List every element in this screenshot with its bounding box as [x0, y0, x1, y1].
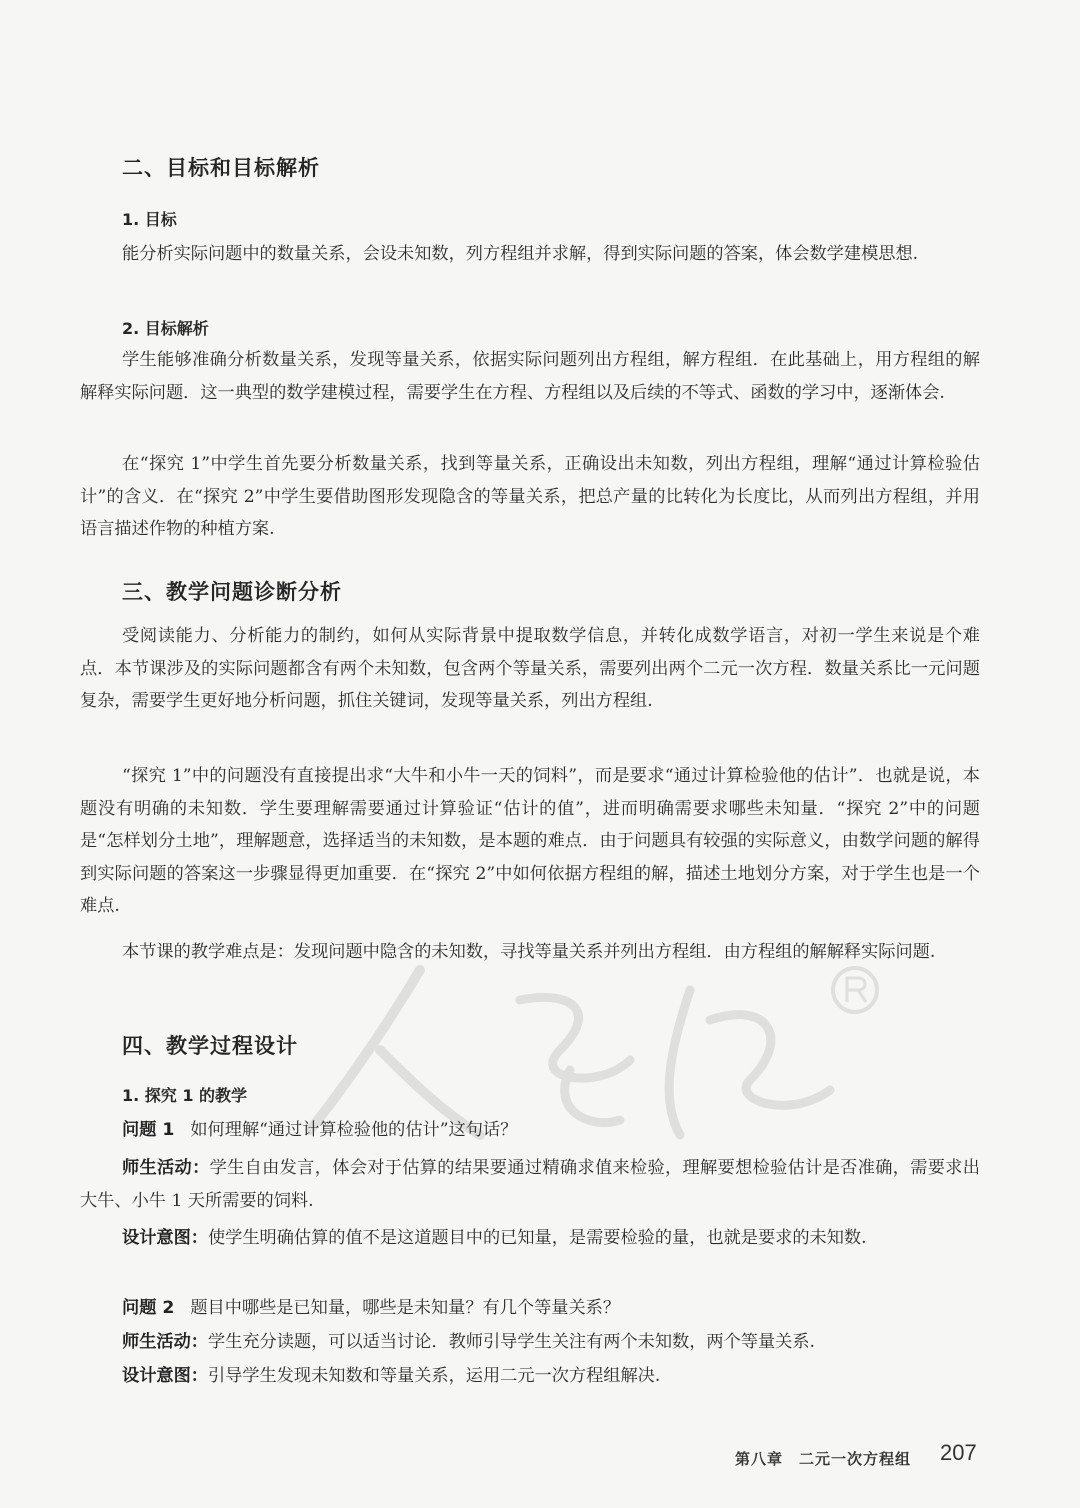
- intent-1: [80, 1222, 980, 1255]
- section-heading-goals: 二、目标和目标解析: [122, 156, 320, 180]
- activity-1: [80, 1152, 980, 1217]
- question-1: [80, 1114, 980, 1147]
- page-number: 207: [940, 1440, 977, 1465]
- goal-analysis-paragraph-2: 在“探究 1”中学生首先要分析数量关系，找到等量关系，正确设出未知数，列出方程组，理解“通过计算检验估计”的含义．在“探究 2”中学生要借助图形发现隐含的等量关系，把总产量的比转化为长度比，从而列出方程组，并用语言描述作物的种植方案.: [80, 454, 980, 540]
- intent-2-text: 引导学生发现未知数和等量关系，运用二元一次方程组解决.: [207, 1366, 661, 1386]
- section-heading-diagnosis: 三、教学问题诊断分析: [122, 580, 342, 604]
- intent-1-text: 使学生明确估算的值不是这道题目中的已知量，是需要检验的量，也就是要求的未知数.: [207, 1228, 867, 1248]
- diagnosis-paragraph-2: “探究 1”中的问题没有直接提出求“大牛和小牛一天的饲料”，而是要求“通过计算检验他的估计”．也就是说，本题没有明确的未知数．学生要理解需要通过计算验证“估计的值”，进而明确需要求哪些未知量．“探究 2”中的问题是“怎样划分土地”，理解题意，选择适当的未知数，是本题的难点．由于问题具有较强的实际意义，由数学问题的解得到实际问题的答案这一步骤显得更加重要．在“探究 2”中如何依据方程组的解，描述土地划分方案，对于学生也是一个难点.: [80, 766, 980, 917]
- subheading-explore-1: 1. 探究 1 的教学: [122, 1086, 248, 1105]
- section-heading-process: 四、教学过程设计: [122, 1034, 298, 1058]
- activity-1-label: 师生活动：: [122, 1158, 210, 1178]
- activity-2: [80, 1326, 980, 1359]
- activity-2-label: 师生活动：: [122, 1332, 208, 1352]
- goal-paragraph: 能分析实际问题中的数量关系，会设未知数，列方程组并求解，得到实际问题的答案，体会数学建模思想.: [122, 244, 919, 264]
- diagnosis-paragraph-1: 受阅读能力、分析能力的制约，如何从实际背景中提取数学信息，并转化成数学语言，对初一学生来说是个难点．本节课涉及的实际问题都含有两个未知数，包含两个等量关系，需要列出两个二元一次方程．数量关系比一元问题复杂，需要学生更好地分析问题，抓住关键词，发现等量关系，列出方程组.: [80, 626, 980, 712]
- activity-1-text: 学生自由发言，体会对于估算的结果要通过精确求值来检验，理解要想检验估计是否准确，需要求出大牛、小牛 1 天所需要的饲料.: [80, 1158, 980, 1211]
- footer-chapter-title: 第八章 二元一次方程组: [735, 1450, 912, 1468]
- publisher-watermark: [270, 960, 910, 1140]
- question-2-label: 问题 2: [122, 1298, 175, 1318]
- question-2: [80, 1292, 980, 1325]
- diagnosis-paragraph-3: 本节课的教学难点是：发现问题中隐含的未知数，寻找等量关系并列出方程组．由方程组的解解释实际问题.: [122, 942, 936, 962]
- question-1-label: 问题 1: [122, 1120, 175, 1140]
- question-1-text: 如何理解“通过计算检验他的估计”这句话？: [190, 1120, 518, 1140]
- activity-2-text: 学生充分读题，可以适当讨论．教师引导学生关注有两个未知数，两个等量关系.: [207, 1332, 815, 1352]
- question-2-text: 题目中哪些是已知量，哪些是未知量？有几个等量关系？: [190, 1298, 621, 1318]
- goal-analysis-paragraph-1: 学生能够准确分析数量关系，发现等量关系，依据实际问题列出方程组，解方程组．在此基础上，用方程组的解解释实际问题．这一典型的数学建模过程，需要学生在方程、方程组以及后续的不等式、函数的学习中，逐渐体会.: [80, 350, 980, 403]
- subheading-goal-analysis: 2. 目标解析: [122, 319, 209, 338]
- intent-2-label: 设计意图：: [122, 1366, 208, 1386]
- subheading-goal: 1. 目标: [122, 210, 177, 229]
- intent-2: [80, 1360, 980, 1393]
- intent-1-label: 设计意图：: [122, 1228, 208, 1248]
